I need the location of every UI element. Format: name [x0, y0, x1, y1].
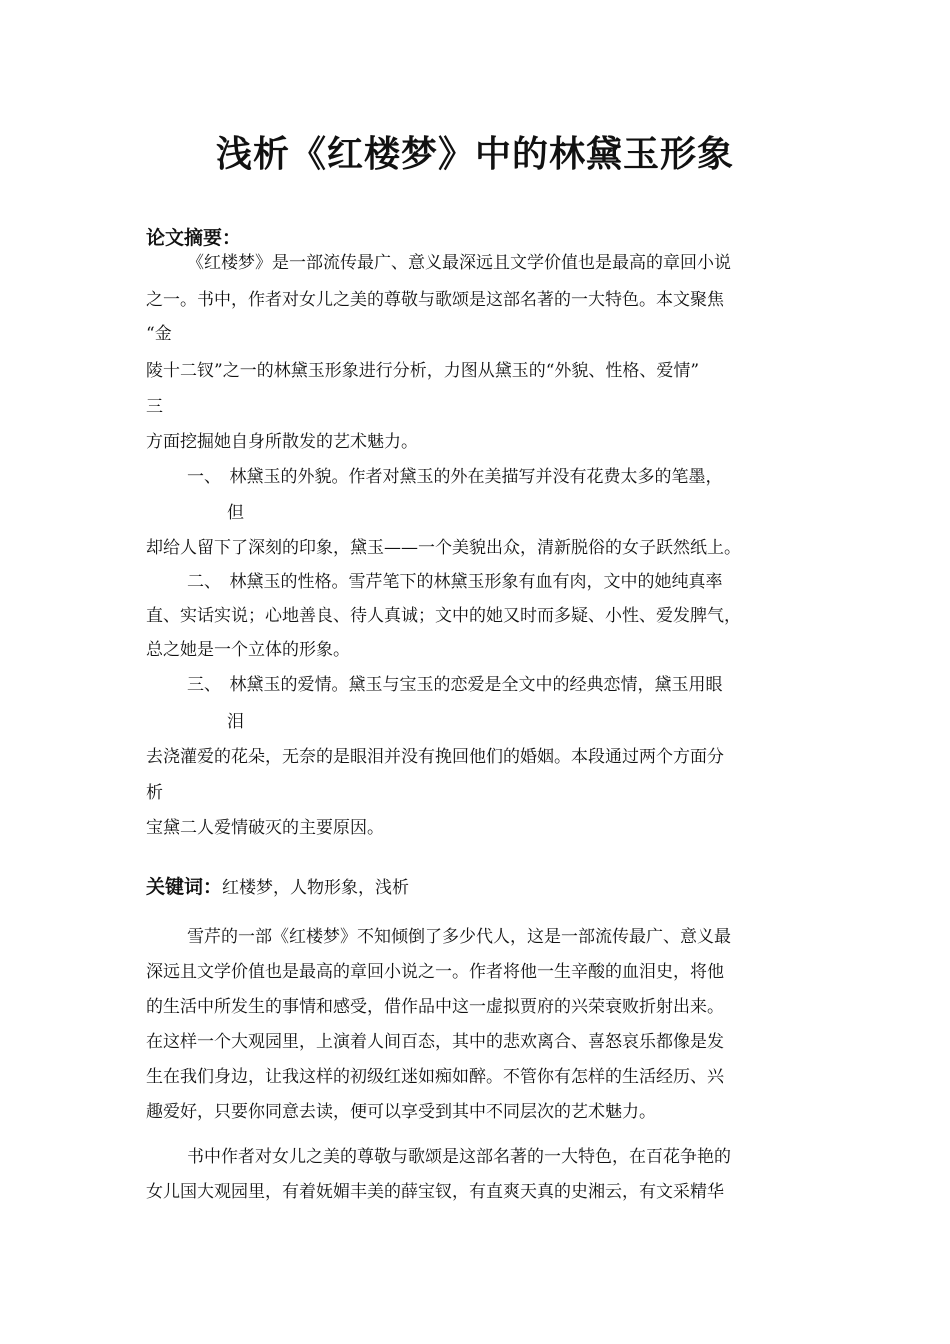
abstract-line: 去浇灌爱的花朵，无奈的是眼泪并没有挽回他们的婚姻。本段通过两个方面分: [146, 747, 724, 767]
abstract-line: 三、 林黛玉的爱情。黛玉与宝玉的恋爱是全文中的经典恋情，黛玉用眼: [187, 675, 723, 695]
body-line: 女儿国大观园里，有着妩媚丰美的薛宝钗，有直爽天真的史湘云，有文采精华: [146, 1182, 724, 1202]
abstract-line: 三: [146, 397, 163, 417]
abstract-line: 二、 林黛玉的性格。雪芹笔下的林黛玉形象有血有肉，文中的她纯真率: [187, 572, 723, 592]
abstract-line: 《红楼梦》是一部流传最广、意义最深远且文学价值也是最高的章回小说: [187, 253, 731, 273]
keywords-heading: 关键词：: [146, 876, 223, 898]
keywords-text: 红楼梦，人物形象，浅析: [222, 878, 410, 898]
body-line: 的生活中所发生的事情和感受，借作品中这一虚拟贾府的兴荣衰败折射出来。: [146, 997, 724, 1017]
abstract-line: 泪: [227, 712, 244, 732]
abstract-line: 方面挖掘她自身所散发的艺术魅力。: [146, 432, 418, 452]
abstract-line: 陵十二钗”之一的林黛玉形象进行分析，力图从黛玉的“外貌、性格、爱情”: [146, 361, 700, 381]
abstract-line: 但: [227, 503, 244, 523]
abstract-line: 析: [146, 783, 163, 803]
abstract-heading: 论文摘要：: [146, 227, 242, 249]
abstract-line: 一、 林黛玉的外貌。作者对黛玉的外在美描写并没有花费太多的笔墨，: [187, 467, 723, 487]
body-line: 趣爱好，只要你同意去读，便可以享受到其中不同层次的艺术魅力。: [146, 1102, 656, 1122]
body-line: 书中作者对女儿之美的尊敬与歌颂是这部名著的一大特色，在百花争艳的: [187, 1147, 731, 1167]
body-line: 在这样一个大观园里，上演着人间百态，其中的悲欢离合、喜怒哀乐都像是发: [146, 1032, 724, 1052]
body-line: 雪芹的一部《红楼梦》不知倾倒了多少代人，这是一部流传最广、意义最: [187, 927, 731, 947]
abstract-line: “金: [146, 324, 172, 344]
body-line: 生在我们身边，让我这样的初级红迷如痴如醉。不管你有怎样的生活经历、兴: [146, 1067, 724, 1087]
keywords: [146, 876, 409, 899]
abstract-line: 总之她是一个立体的形象。: [146, 640, 350, 660]
abstract-line: 宝黛二人爱情破灭的主要原因。: [146, 818, 384, 838]
abstract-line: 直、实话实说；心地善良、待人真诚；文中的她又时而多疑、小性、爱发脾气，: [146, 606, 741, 626]
body-line: 深远且文学价值也是最高的章回小说之一。作者将他一生辛酸的血泪史，将他: [146, 962, 724, 982]
document-title: 浅析《红楼梦》中的林黛玉形象: [215, 134, 734, 175]
abstract-line: 之一。书中，作者对女儿之美的尊敬与歌颂是这部名著的一大特色。本文聚焦: [146, 290, 724, 310]
abstract-line: 却给人留下了深刻的印象，黛玉——一个美貌出众，清新脱俗的女子跃然纸上。: [146, 538, 741, 558]
